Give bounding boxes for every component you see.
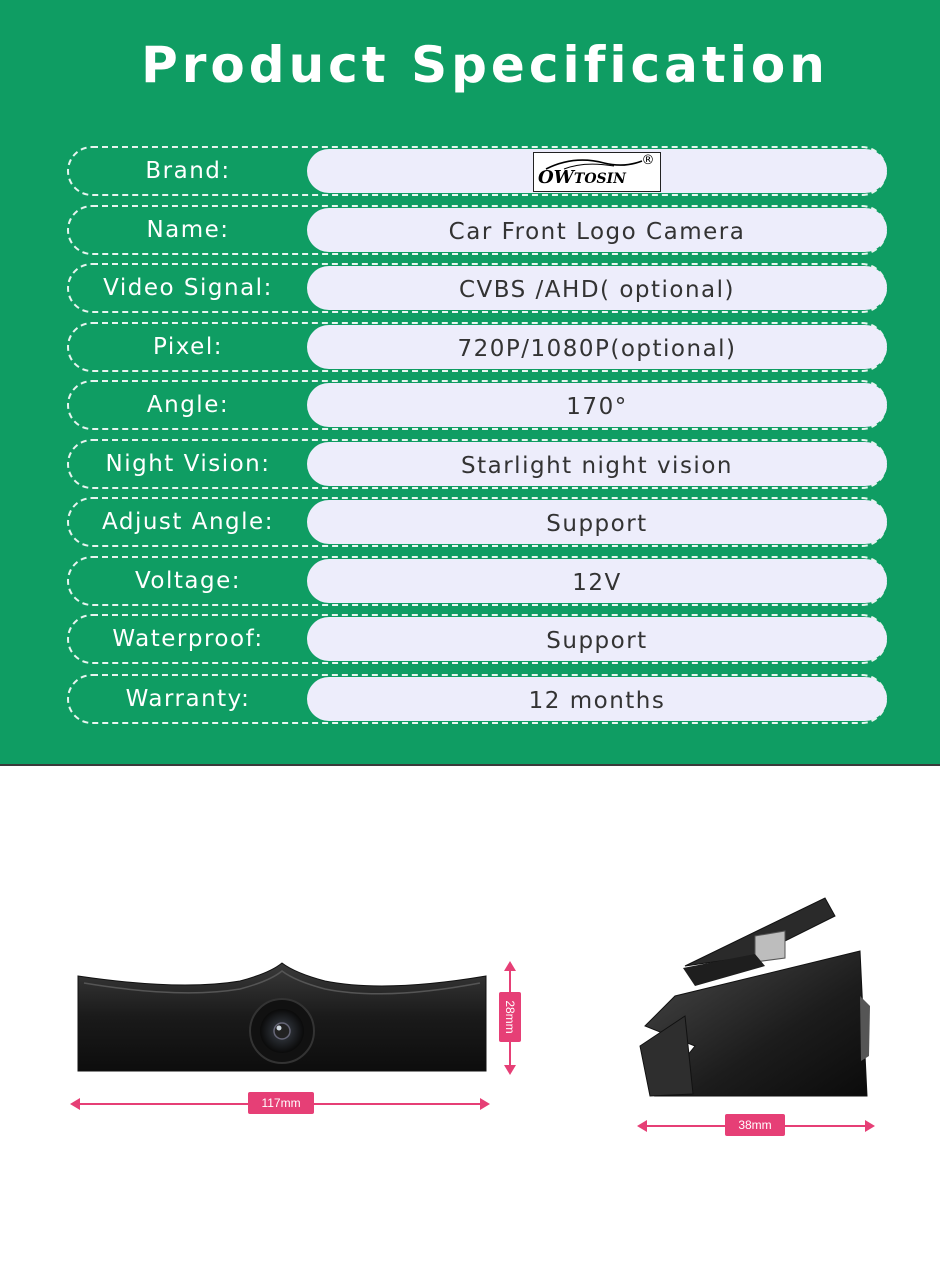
spec-value: 12V	[307, 559, 887, 603]
spec-row-video-signal	[67, 263, 887, 313]
spec-value: 12 months	[307, 677, 887, 721]
spec-row-name	[67, 205, 887, 255]
spec-label: Waterproof:	[112, 626, 264, 652]
spec-label: Brand:	[145, 158, 231, 184]
spec-row-brand	[67, 146, 887, 196]
spec-value: Starlight night vision	[307, 442, 887, 486]
spec-label: Night Vision:	[105, 451, 271, 477]
spec-value: 720P/1080P(optional)	[307, 325, 887, 369]
height-dimension-badge: 28mm	[499, 992, 521, 1042]
spec-row-night-vision	[67, 439, 887, 489]
spec-row-warranty	[67, 674, 887, 724]
spec-label: Adjust Angle:	[102, 509, 274, 535]
logo-text: OWTOSIN	[538, 167, 626, 188]
spec-label: Warranty:	[125, 686, 251, 712]
spec-label: Name:	[146, 217, 230, 243]
camera-front-image	[70, 961, 490, 1076]
spec-label: Angle:	[146, 392, 230, 418]
depth-dimension-badge: 38mm	[725, 1114, 785, 1136]
spec-value: Support	[307, 617, 887, 661]
spec-value: 170°	[307, 383, 887, 427]
spec-value: Car Front Logo Camera	[307, 208, 887, 252]
spec-row-voltage	[67, 556, 887, 606]
spec-row-angle	[67, 380, 887, 430]
width-dimension-badge: 117mm	[248, 1092, 314, 1114]
spec-value: Support	[307, 500, 887, 544]
brand-logo	[533, 152, 661, 192]
spec-value	[307, 149, 887, 193]
spec-label: Voltage:	[134, 568, 242, 594]
product-dimensions-area	[0, 766, 940, 1275]
spec-row-waterproof	[67, 614, 887, 664]
spec-row-pixel	[67, 322, 887, 372]
spec-value: CVBS /AHD( optional)	[307, 266, 887, 310]
spec-row-adjust-angle	[67, 497, 887, 547]
registered-mark: ®	[641, 153, 656, 168]
camera-side-image	[635, 896, 875, 1111]
spec-label: Video Signal:	[103, 275, 273, 301]
spec-label: Pixel:	[153, 334, 223, 360]
page-title: Product Specification	[141, 36, 829, 94]
